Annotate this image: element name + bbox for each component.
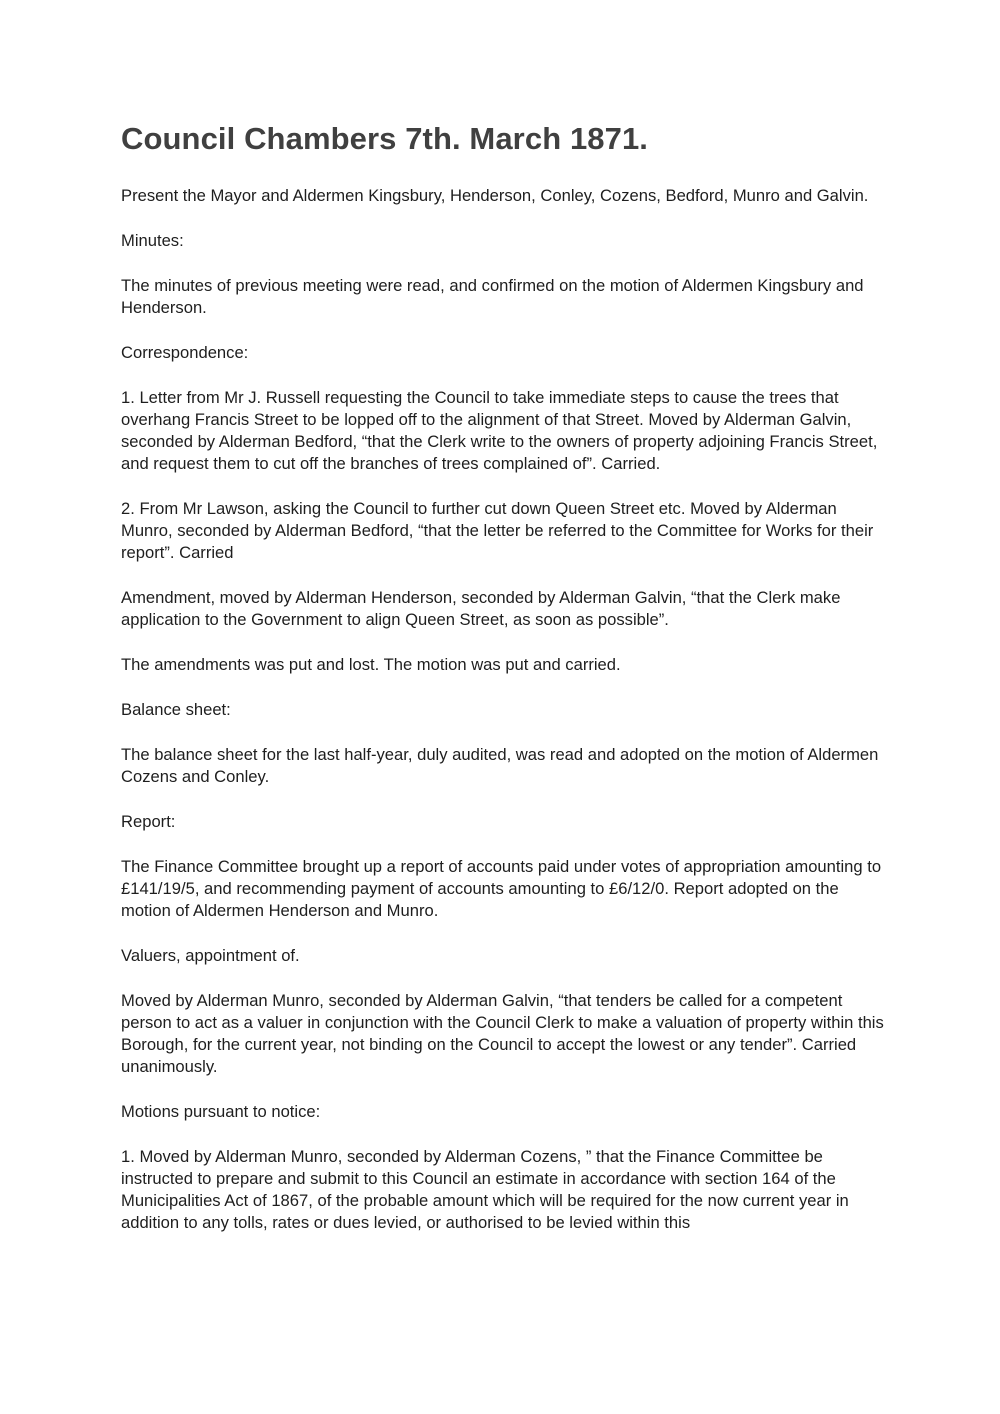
motion-item-1: 1. Moved by Alderman Munro, seconded by Alderman Cozens, ” that the Finance Committee be instructed to prepare and submit to this Council an estimate in accordance with section 164 of the Municipalities Act of 1867, of the probable amount which will be required for the now current year in addition to any tolls, rates or dues levied, or authorised to be levied within this: [121, 1147, 849, 1232]
balance-sheet-paragraph: The balance sheet for the last half-year, duly audited, was read and adopted on the motion of Aldermen Cozens and Conley.: [121, 745, 879, 786]
valuers-heading: Valuers, appointment of.: [121, 946, 300, 965]
valuers-paragraph: Moved by Alderman Munro, seconded by Alderman Galvin, “that tenders be called for a competent person to act as a valuer in conjunction with the Council Clerk to make a valuation of property within this Borough, for the current year, not binding on the Council to accept the lowest or any tender”. Carried unanimously.: [121, 991, 884, 1076]
amendment-paragraph: Amendment, moved by Alderman Henderson, seconded by Alderman Galvin, “that the Clerk make application to the Government to align Queen Street, as soon as possible”.: [121, 588, 841, 629]
minutes-heading: Minutes:: [121, 231, 184, 250]
minutes-paragraph: The minutes of previous meeting were read, and confirmed on the motion of Aldermen Kingsbury and Henderson.: [121, 276, 864, 317]
motions-heading: Motions pursuant to notice:: [121, 1102, 321, 1121]
balance-sheet-heading: Balance sheet:: [121, 700, 231, 719]
report-paragraph: The Finance Committee brought up a report of accounts paid under votes of appropriation amounting to £141/19/5, and recommending payment of accounts amounting to £6/12/0. Report adopted on the motion of Aldermen Henderson and Munro.: [121, 857, 882, 920]
attendance-paragraph: Present the Mayor and Aldermen Kingsbury, Henderson, Conley, Cozens, Bedford, Munro and Galvin.: [121, 186, 869, 205]
report-heading: Report:: [121, 812, 176, 831]
correspondence-item-1: 1. Letter from Mr J. Russell requesting the Council to take immediate steps to cause the trees that overhang Francis Street to be lopped off to the alignment of that Street. Moved by Alderman Galvin, seconded by Alderman Bedford, “that the Clerk write to the owners of property adjoining Francis Street, and request them to cut off the branches of trees complained of”. Carried.: [121, 388, 878, 473]
document-page: [121, 117, 891, 1234]
correspondence-heading: Correspondence:: [121, 343, 249, 362]
document-title: Council Chambers 7th. March 1871.: [121, 121, 649, 156]
motion-result-paragraph: The amendments was put and lost. The motion was put and carried.: [121, 655, 621, 674]
correspondence-item-2: 2. From Mr Lawson, asking the Council to further cut down Queen Street etc. Moved by Alderman Munro, seconded by Alderman Bedford, “that the letter be referred to the Committee for Works for their report”. Carried: [121, 499, 874, 562]
